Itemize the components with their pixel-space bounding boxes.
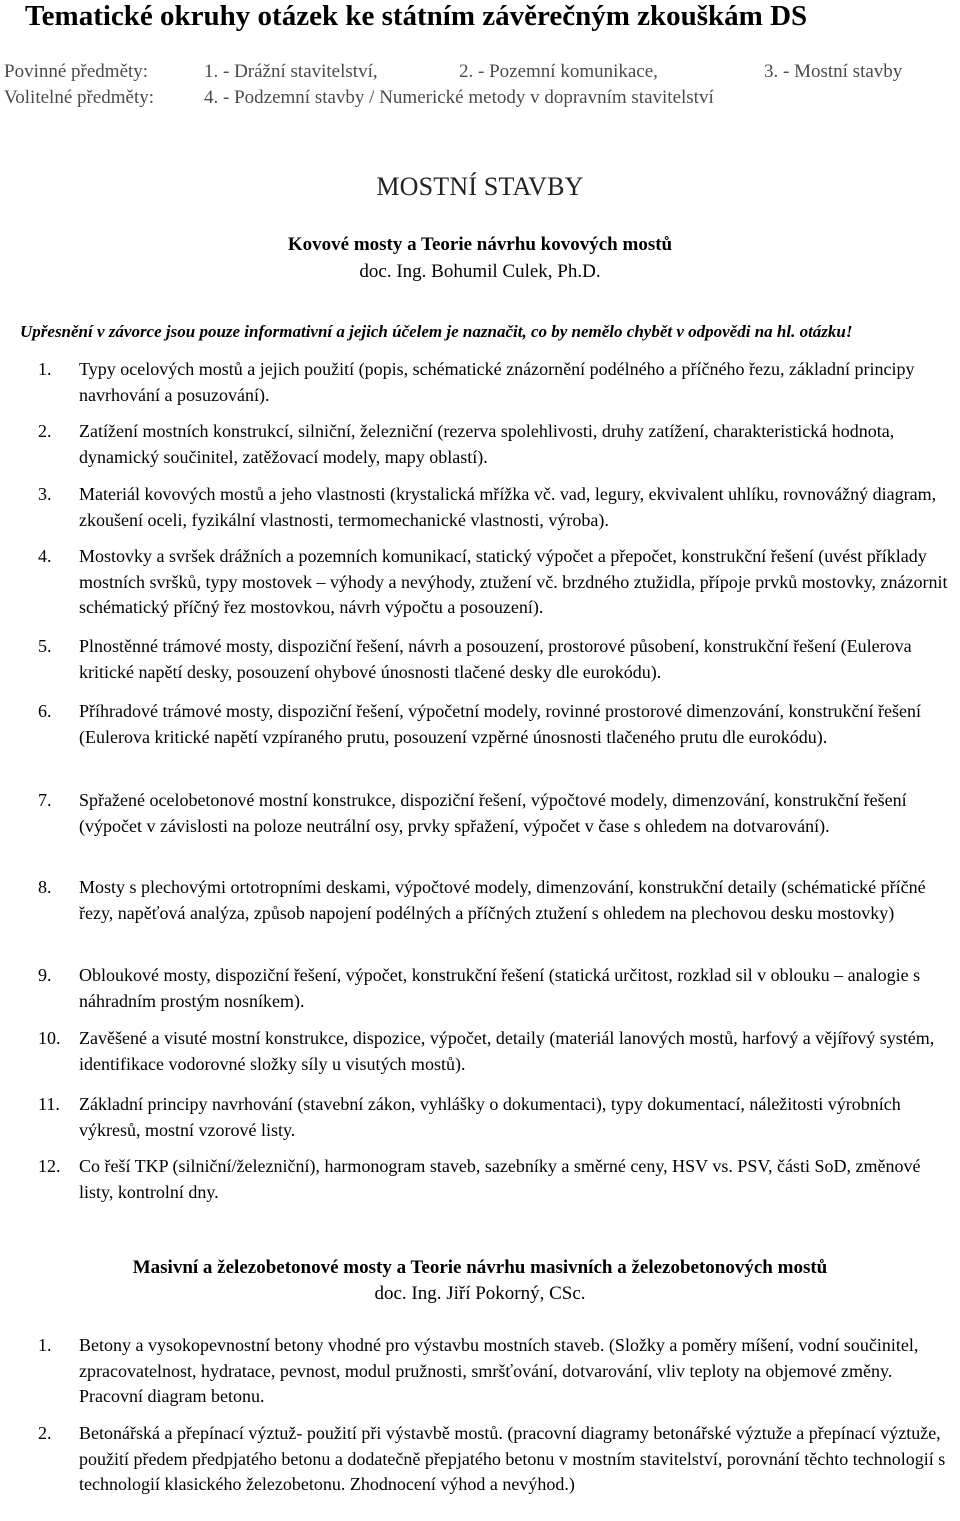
question-text: Betony a vysokopevnostní betony vhodné pro výstavbu mostních staveb. (Složky a poměry míšení, vodní součinitel, zpracovatelnost, hydratace, pevnost, modul pružnosti, smršťování, dotvarování, vliv teploty na objemové změny. Pracovní diagram betonu.: [79, 1335, 919, 1407]
required-subjects-label: Povinné předměty:: [4, 61, 149, 82]
part1-teacher: doc. Ing. Bohumil Culek, Ph.D.: [359, 261, 601, 282]
question-number: 2.: [38, 421, 52, 441]
required-subjects-row: [4, 60, 954, 84]
required-subject-3: 3. - Mostní stavby: [764, 61, 903, 82]
required-subject-2: 2. - Pozemní komunikace,: [459, 61, 658, 82]
list-item: [38, 875, 960, 926]
list-item: [38, 544, 960, 621]
question-text: Plnostěnné trámové mosty, dispoziční řešení, návrh a posouzení, prostorové působení, konstrukční řešení (Eulerova kritické napětí desky, posouzení ohybové únosnosti tlačené desky dle eurokódu).: [79, 636, 912, 682]
question-number: 9.: [38, 965, 52, 985]
elective-subject-1: 4. - Podzemní stavby / Numerické metody v dopravním stavitelství: [204, 87, 714, 108]
question-number: 7.: [38, 790, 52, 810]
question-number: 12.: [38, 1156, 61, 1176]
question-number: 3.: [38, 484, 52, 504]
question-text: Betonářská a přepínací výztuž- použití při výstavbě mostů. (pracovní diagramy betonářské výztuže a přepínací výztuže, použití předem předpjatého betonu a dodatečně přepjatého betonu v mostním stavitelství, porovnání těchto technologií s technologií klasického železobetonu. Zhodnocení výhod a nevýhod.): [79, 1423, 946, 1495]
section-title: MOSTNÍ STAVBY: [376, 172, 584, 201]
list-item: [38, 1154, 960, 1205]
question-text: Zatížení mostních konstrukcí, silniční, železniční (rezerva spolehlivosti, druhy zatížení, charakteristická hodnota, dynamický součinitel, zatěžovací modely, mapy oblastí).: [79, 421, 895, 467]
part2-heading: Masivní a železobetonové mosty a Teorie návrhu masivních a železobetonových mostů: [132, 1257, 828, 1278]
question-number: 6.: [38, 701, 52, 721]
question-text: Obloukové mosty, dispoziční řešení, výpočet, konstrukční řešení (statická určitost, rozklad sil v oblouku – analogie s náhradním prostým nosníkem).: [79, 965, 921, 1011]
document-title: Tematické okruhy otázek ke státním závěrečným zkouškám DS: [25, 0, 808, 32]
list-item: [38, 1421, 960, 1498]
part1-note: Upřesnění v závorce jsou pouze informativní a jejich účelem je naznačit, co by nemělo chybět v odpovědi na hl. otázku!: [20, 322, 853, 341]
question-number: 11.: [38, 1094, 60, 1114]
list-item: [38, 357, 960, 408]
question-text: Zavěšené a visuté mostní konstrukce, dispozice, výpočet, detaily (materiál lanových mostů, harfový a vějířový systém, identifikace vodorovné složky síly u visutých mostů).: [79, 1028, 935, 1074]
question-number: 1.: [38, 359, 52, 379]
question-number: 4.: [38, 546, 52, 566]
question-text: Typy ocelových mostů a jejich použití (popis, schématické znázornění podélného a příčného řezu, základní principy navrhování a posuzování).: [79, 359, 915, 405]
question-text: Mostovky a svršek drážních a pozemních komunikací, statický výpočet a přepočet, konstrukční řešení (uvést příklady mostních svršků, typy mostovek – výhody a nevýhody, ztužení vč. brzdného ztužidla, přípoje prvků mostovky, znázornit schématický příčný řez mostovkou, návrh výpočtu a posouzení).: [79, 546, 948, 618]
list-item: [38, 1026, 960, 1077]
question-number: 8.: [38, 877, 52, 897]
list-item: [38, 1092, 960, 1143]
list-item: [38, 699, 960, 750]
part1-heading: Kovové mosty a Teorie návrhu kovových mostů: [287, 234, 673, 255]
question-text: Co řeší TKP (silniční/železniční), harmonogram staveb, sazebníky a směrné ceny, HSV vs. PSV, části SoD, změnové listy, kontrolní dny.: [79, 1156, 921, 1202]
question-text: Spřažené ocelobetonové mostní konstrukce, dispoziční řešení, výpočtové modely, dimenzování, konstrukční řešení (výpočet v závislosti na poloze neutrální osy, prvky spřažení, výpočet v čase s ohledem na dotvarování).: [79, 790, 907, 836]
list-item: [38, 788, 960, 839]
part2-teacher: doc. Ing. Jiří Pokorný, CSc.: [374, 1283, 586, 1304]
elective-subjects-label: Volitelné předměty:: [4, 87, 155, 108]
list-item: [38, 963, 960, 1014]
question-number: 1.: [38, 1335, 52, 1355]
question-text: Mosty s plechovými ortotropními deskami, výpočtové modely, dimenzování, konstrukční detaily (schématické příčné řezy, napěťová analýza, způsob napojení podélných a příčných ztužení s ohledem na plechovou desku mostovky): [79, 877, 926, 923]
list-item: [38, 482, 960, 533]
question-text: Základní principy navrhování (stavební zákon, vyhlášky o dokumentaci), typy dokumentací, náležitosti výrobních výkresů, mostní vzorové listy.: [79, 1094, 901, 1140]
question-number: 5.: [38, 636, 52, 656]
list-item: [38, 1333, 960, 1410]
elective-subjects-row: [4, 86, 954, 110]
question-number: 10.: [38, 1028, 61, 1048]
required-subject-1: 1. - Drážní stavitelství,: [204, 61, 378, 82]
question-text: Příhradové trámové mosty, dispoziční řešení, výpočetní modely, rovinné prostorové dimenzování, konstrukční řešení (Eulerova kritické napětí vzpíraného prutu, posouzení vzpěrné únosnosti tlačeného prutu dle eurokódu).: [79, 701, 921, 747]
list-item: [38, 634, 960, 685]
question-text: Materiál kovových mostů a jeho vlastnosti (krystalická mřížka vč. vad, legury, ekvivalent uhlíku, rovnovážný diagram, zkoušení oceli, fyzikální vlastnosti, termomechanické vlastnosti, výroba).: [79, 484, 937, 530]
list-item: [38, 419, 960, 470]
question-number: 2.: [38, 1423, 52, 1443]
